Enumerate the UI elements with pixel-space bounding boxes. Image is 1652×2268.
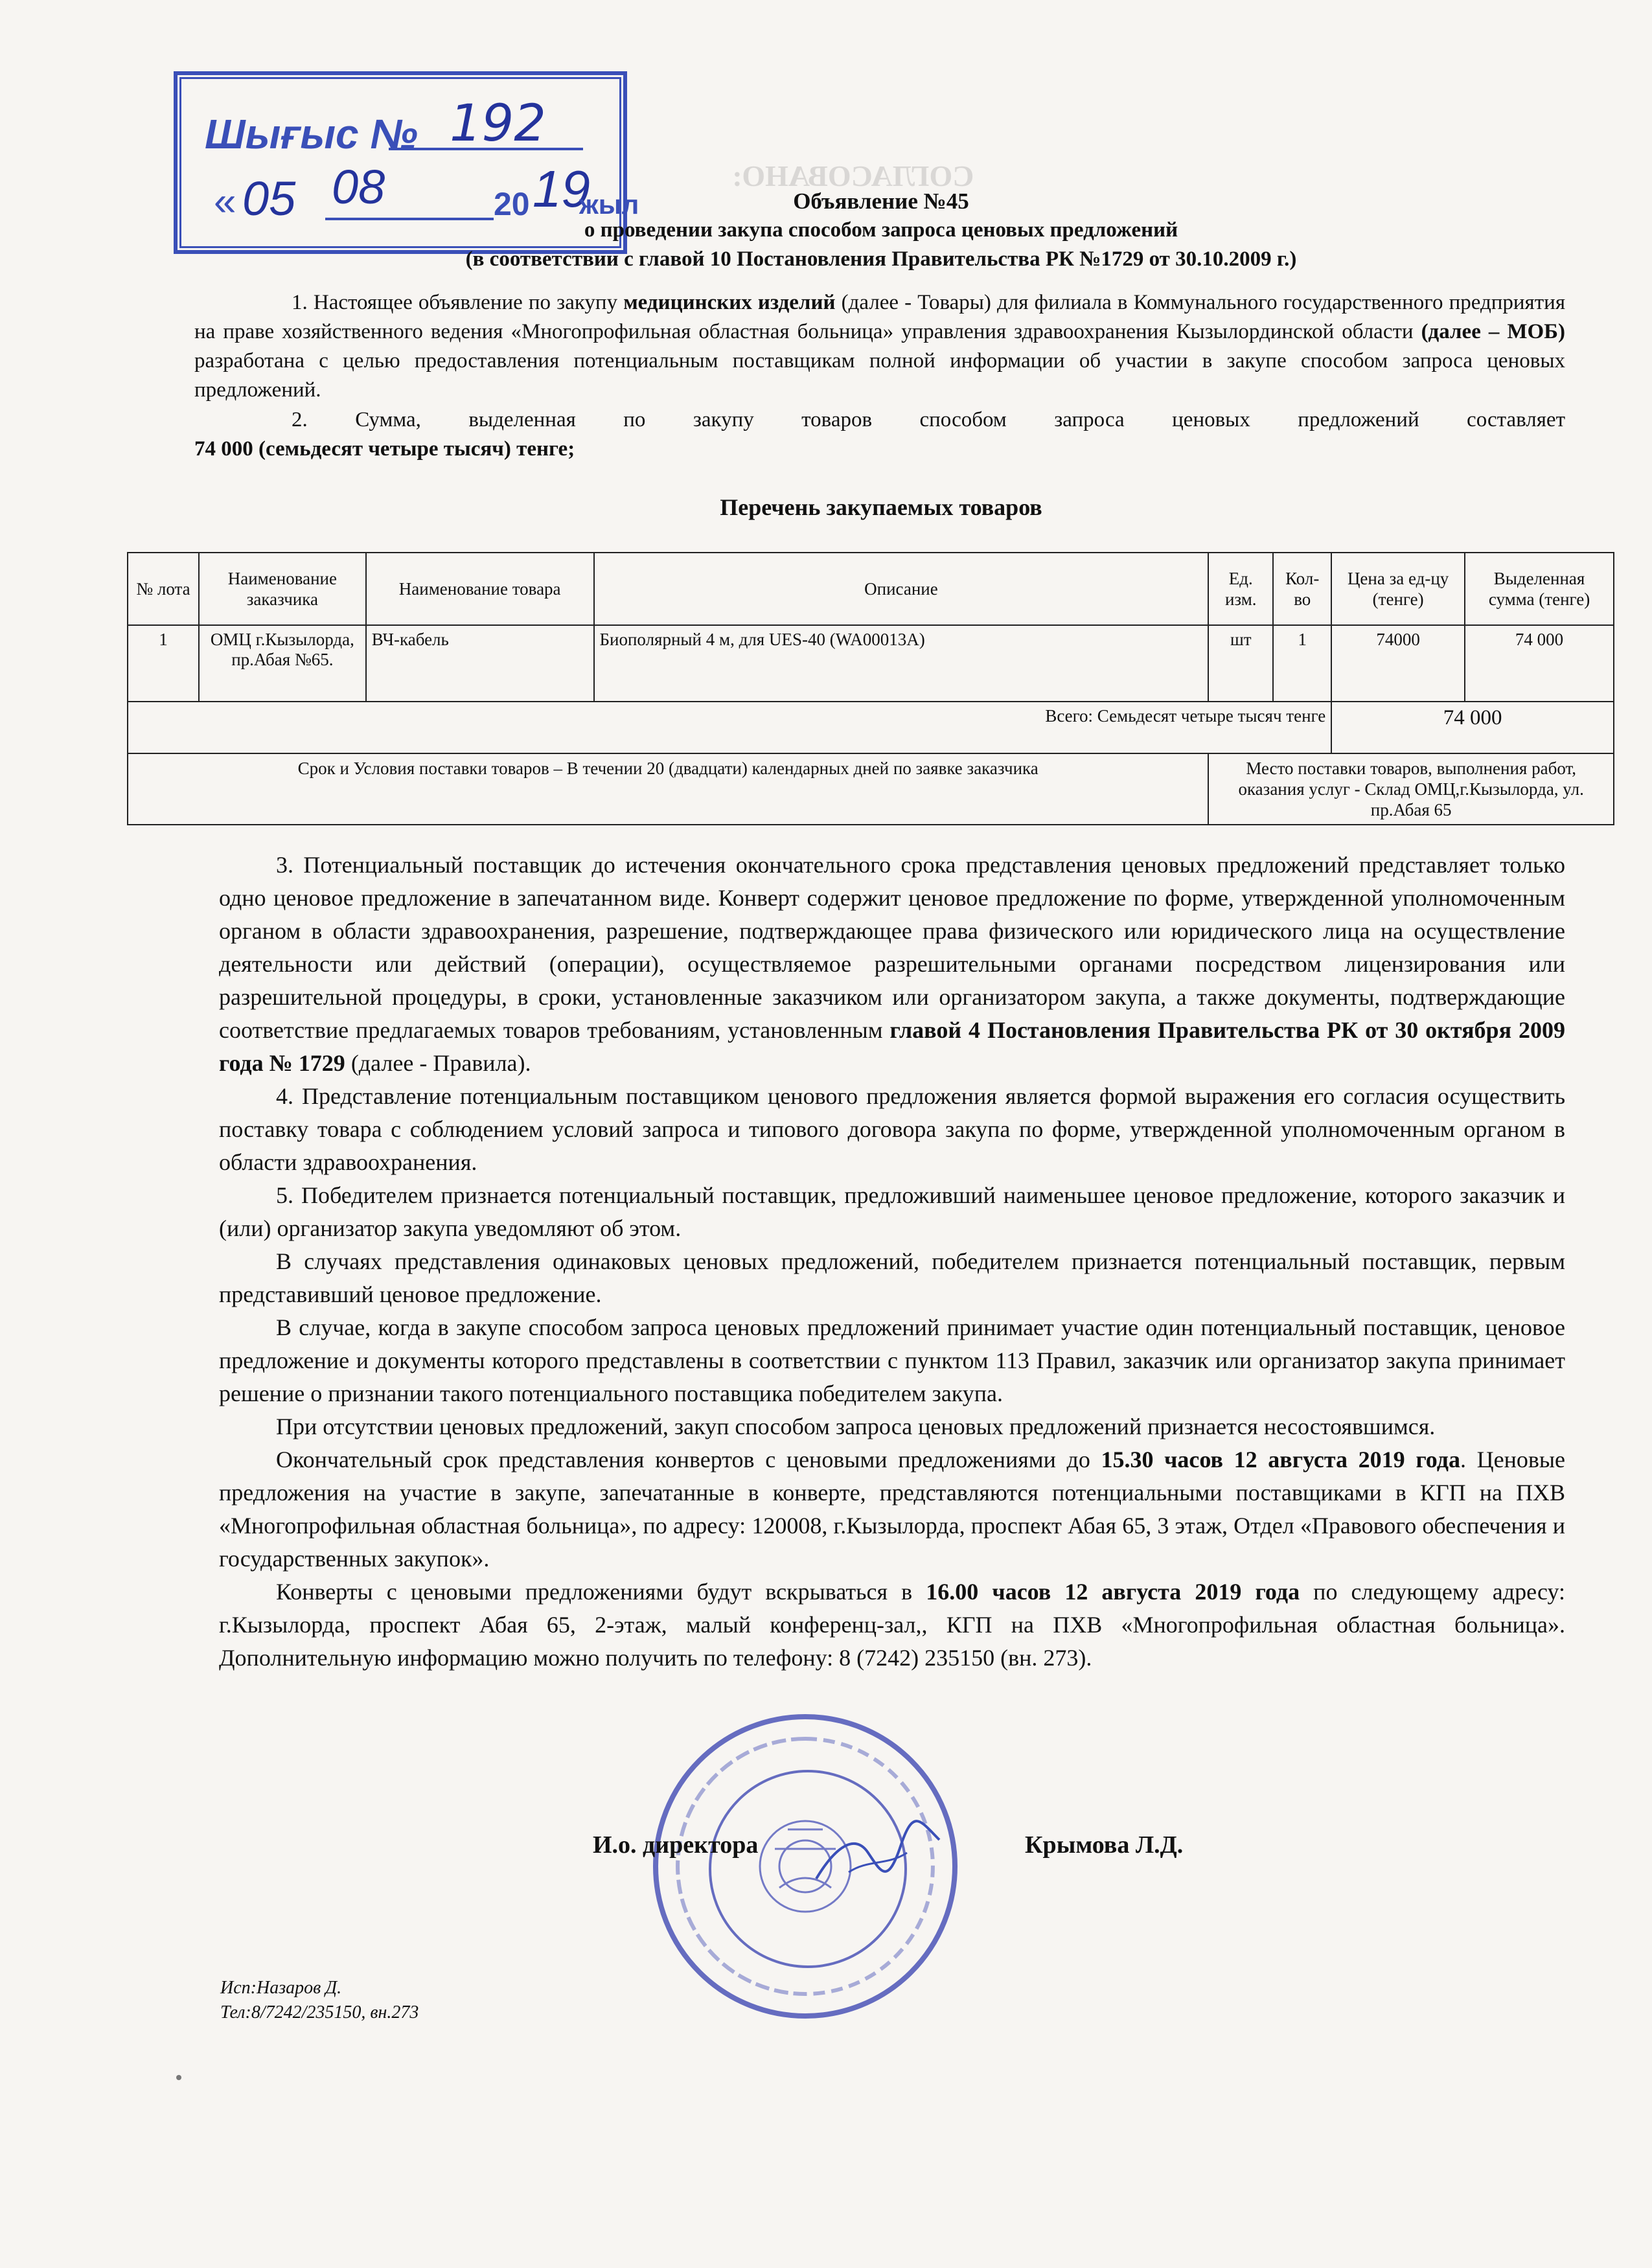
signatory-position: И.о. директора [593, 1831, 759, 1859]
total-value: 74 000 [1331, 702, 1614, 753]
header-amount: Выделенная сумма (тенге) [1465, 553, 1614, 625]
signatory-name: Крымова Л.Д. [1025, 1831, 1184, 1859]
goods-table [127, 552, 1614, 825]
announcement-basis: (в соответствии с главой 10 Постановления Правительства РК №1729 от 30.10.2009 г.) [465, 247, 1297, 271]
delivery-terms: Срок и Условия поставки товаров – В течении 20 (двадцати) календарных дней по заявке заказчика [128, 753, 1208, 825]
goods-list-title: Перечень закупаемых товаров [720, 494, 1042, 520]
intro-paragraph-2: 2. Сумма, выделенная по закупу товаров способом запроса ценовых предложений составляет [292, 408, 1565, 431]
executor-phone: Тел:8/7242/235150, вн.273 [220, 2002, 419, 2022]
table-total-row [128, 702, 1614, 753]
intro-amount: 74 000 (семьдесят четыре тысяч) тенге; [194, 437, 575, 461]
paragraph-7: В случае, когда в закупе способом запроса ценовых предложений принимает участие один потенциальный поставщик, ценовое предложение и документы которого представлены в соответствии с пунктом 113 Правил, заказчик или организатор закупа принимает решение о признании такого потенциального поставщика победителем закупа. [219, 1314, 1565, 1406]
executor-name: Исп:Назаров Д. [220, 1978, 342, 1998]
paragraph-9: Окончательный срок представления конвертов с ценовыми предложениями до 15.30 часов 12 августа 2019 года. Ценовые предложения на участие в закупе, запечатанные в конверте, представляются потенциальными поставщиками в КГП на ПХВ «Многопрофильная областная больница», по адресу: 120008, г.Кызылорда, проспект Абая 65, 3 этаж, Отдел «Правового обеспечения и государственных закупок». [219, 1447, 1566, 1572]
cell-customer: ОМЦ г.Кызылорда, пр.Абая №65. [199, 625, 366, 702]
header-qty: Кол-во [1273, 553, 1331, 625]
header-unit: Ед. изм. [1208, 553, 1273, 625]
delivery-place: Место поставки товаров, выполнения работ, оказания услуг - Склад ОМЦ,г.Кызылорда, ул. пр.Абая 65 [1208, 753, 1614, 825]
paragraph-10: Конверты с ценовыми предложениями будут вскрываться в 16.00 часов 12 августа 2019 года по следующему адресу: г.Кызылорда, проспект Абая 65, 2-этаж, малый конференц-зал,, КГП на ПХВ «Многопрофильная областная больница». Дополнительную информацию можно получить по телефону: 8 (7242) 235150 (вн. 273). [219, 1579, 1565, 1671]
total-label: Всего: Семьдесят четыре тысяч тенге [128, 702, 1331, 753]
stamp-month: 08 [332, 160, 385, 214]
announcement-header [194, 187, 1568, 274]
header-description: Описание [594, 553, 1209, 625]
cell-amount: 74 000 [1465, 625, 1614, 702]
cell-lot: 1 [128, 625, 199, 702]
paragraph-4: 4. Представление потенциальным поставщиком ценового предложения является формой выражения его согласия осуществить поставку товара с соблюдением условий запроса и типового договора закупа по форме, утвержденной уполномоченным органом в области здравоохранения. [219, 1083, 1565, 1175]
paragraph-5: 5. Победителем признается потенциальный поставщик, предложивший наименьшее ценовое предложение, которого заказчик и (или) организатор закупа уведомляют об этом. [219, 1182, 1565, 1241]
cell-price: 74000 [1331, 625, 1465, 702]
handwritten-signature [810, 1807, 952, 1898]
header-customer: Наименование заказчика [199, 553, 366, 625]
header-price: Цена за ед-цу (тенге) [1331, 553, 1465, 625]
bleed-through-text: СОГЛАСОВАНО: [732, 159, 974, 192]
stamp-number: 192 [450, 95, 546, 153]
stamp-year-word: жыл [579, 189, 639, 220]
cell-description: Биополярный 4 м, для UES-40 (WA00013A) [594, 625, 1209, 702]
submission-deadline: 15.30 часов 12 августа 2019 года [1101, 1447, 1460, 1472]
paragraph-8: При отсутствии ценовых предложений, закуп способом запроса ценовых предложений признается несостоявшимся. [276, 1414, 1436, 1439]
cell-unit: шт [1208, 625, 1273, 702]
header-product: Наименование товара [366, 553, 594, 625]
header-lot: № лота [128, 553, 199, 625]
cell-product: ВЧ-кабель [366, 625, 594, 702]
announcement-body [219, 849, 1565, 1675]
stamp-year-prefix: 20 [494, 186, 530, 222]
stamp-label: Шығыс № [205, 111, 418, 157]
scan-artifact [176, 2075, 181, 2080]
cell-qty: 1 [1273, 625, 1331, 702]
goods-type: медицинских изделий [623, 291, 836, 314]
organization-abbr: (далее – МОБ) [1421, 320, 1565, 343]
announcement-title: Объявление №45 [793, 189, 969, 214]
stamp-year-suffix: 19 [533, 160, 590, 218]
opening-time: 16.00 часов 12 августа 2019 года [926, 1579, 1300, 1605]
table-row [128, 625, 1614, 702]
stamp-day: 05 [242, 172, 296, 225]
stamp-open-quote: « [214, 179, 236, 224]
announcement-subtitle: о проведении закупа способом запроса ценовых предложений [584, 218, 1178, 242]
table-terms-row [128, 753, 1614, 825]
table-header-row [128, 553, 1614, 625]
paragraph-6: В случаях представления одинаковых ценовых предложений, победителем признается потенциальный поставщик, первым представивший ценовое предложение. [219, 1248, 1565, 1307]
paragraph-3: 3. Потенциальный поставщик до истечения окончательного срока представления ценовых предложений представляет только одно ценовое предложение в запечатанном виде. Конверт содержит ценовое предложение по форме, утвержденной уполномоченным органом в области здравоохранения, разрешение, подтверждающее права физического или юридического лица на осуществление деятельности или действий (операции), осуществляемое разрешительными органами посредством лицензирования или разрешительной процедуры, в сроки, установленные заказчиком или организатором закупа, а также документы, подтверждающие соответствие предлагаемых товаров требованиям, установленным главой 4 Постановления Правительства РК от 30 октября 2009 года № 1729 (далее - Правила). [219, 852, 1565, 1076]
executor-info [220, 1976, 419, 2025]
intro-paragraph-1: 1. Настоящее объявление по закупу медицинских изделий (далее - Товары) для филиала в Коммунального государственного предприятия на праве хозяйственного ведения «Многопрофильная областная больница» управления здравоохранения Кызылординской области (далее – МОБ) разработана с целью предоставления потенциальным поставщикам полной информации об участии в закупе способом запроса ценовых предложений. [194, 291, 1565, 402]
